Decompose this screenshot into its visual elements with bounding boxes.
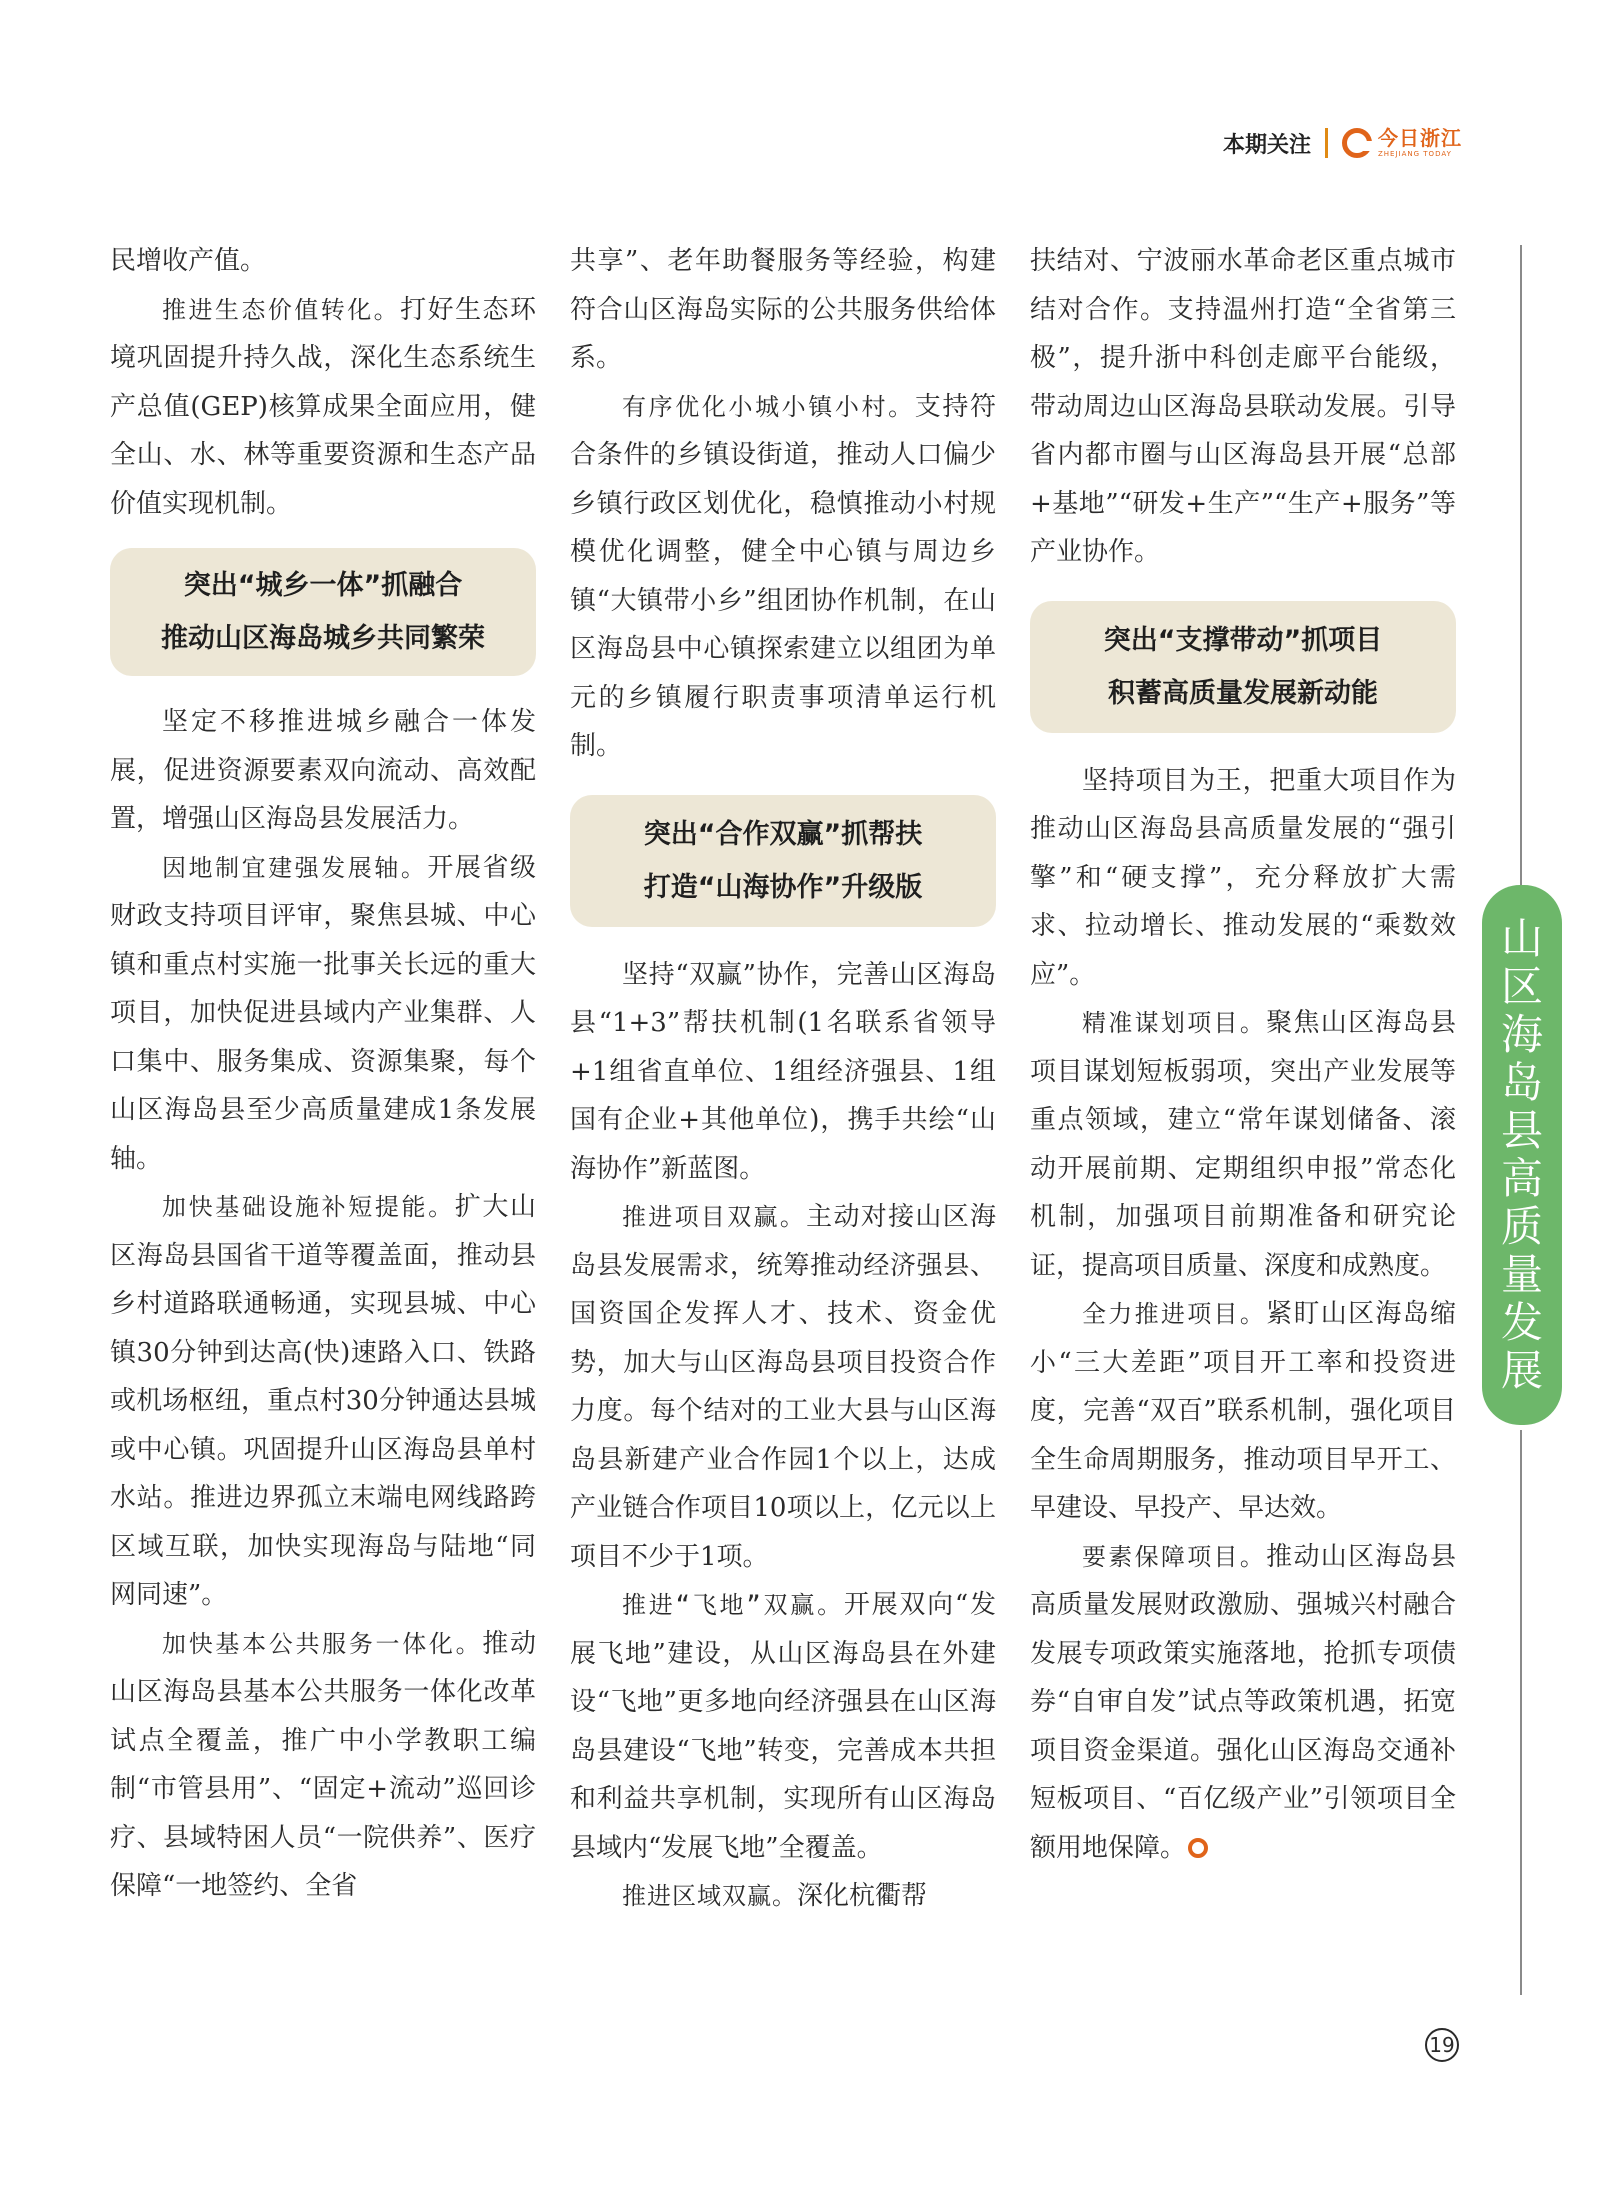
logo-mark-icon <box>1342 128 1372 158</box>
paragraph-lead: 要素保障项目。 <box>1082 1542 1267 1571</box>
paragraph-lead: 全力推进项目。 <box>1082 1300 1267 1328</box>
paragraph: 共享”、老年助餐服务等经验，构建符合山区海岛实际的公共服务供给体系。 <box>570 246 996 373</box>
logo-name-en: ZHEJIANG TODAY <box>1378 150 1452 158</box>
heading-line-1: 突出“合作双赢”抓帮扶 <box>643 818 923 850</box>
paragraph <box>110 844 536 1184</box>
paragraph <box>110 286 536 529</box>
paragraph-lead: 有序优化小城小镇小村。 <box>622 392 915 421</box>
tab-char: 高 <box>1500 1154 1543 1203</box>
column-1 <box>110 237 536 1911</box>
paragraph-lead: 推进生态价值转化。 <box>162 295 401 324</box>
paragraph-text: 扩大山区海岛县国省干道等覆盖面，推动县乡村道路联通畅通，实现县城、中心镇30分钟到达高(快)速路入口、铁路或机场枢纽，重点村30分钟通达县城或中心镇。巩固提升山区海岛县单村水站。推进边界孤立末端电网线路跨区域互联，加快实现海岛与陆地“同网同速”。 <box>110 1192 536 1610</box>
paragraph-lead: 推进项目双赢。 <box>622 1203 807 1231</box>
tab-char: 岛 <box>1500 1058 1543 1107</box>
magazine-logo <box>1342 128 1462 158</box>
paragraph: 坚定不移推进城乡融合一体发展，促进资源要素双向流动、高效配置，增强山区海岛县发展活力。 <box>110 707 536 834</box>
page-header <box>1223 118 1462 168</box>
paragraph-lead: 精准谋划项目。 <box>1082 1009 1267 1037</box>
paragraph-text: 推动山区海岛县基本公共服务一体化改革试点全覆盖，推广中小学教职工编制“市管县用”、“固定+流动”巡回诊疗、县域特困人员“一院供养”、医疗保障“一地签约、全省 <box>110 1628 536 1901</box>
section-heading-box <box>570 795 996 927</box>
side-rule-bottom <box>1520 1430 1522 1995</box>
vertical-section-tab <box>1482 885 1562 1425</box>
paragraph <box>570 383 996 771</box>
paragraph-text: 开展省级财政支持项目评审，聚焦县城、中心镇和重点村实施一批事关长远的重大项目，加快促进县域内产业集群、人口集中、服务集成、资源集聚，每个山区海岛县至少高质量建成1条发展轴。 <box>110 852 536 1174</box>
section-heading-box <box>110 548 536 676</box>
paragraph-text: 推动山区海岛县高质量发展财政激励、强城兴村融合发展专项政策实施落地，抢抓专项债券“自审自发”试点等政策机遇，拓宽项目资金渠道。强化山区海岛交通补短板项目、“百亿级产业”引领项目全额用地保障。 <box>1030 1541 1456 1863</box>
side-rule-top <box>1520 245 1522 885</box>
paragraph-text: 开展双向“发展飞地”建设，从山区海岛县在外建设“飞地”更多地向经济强县在山区海岛县建设“飞地”转变，完善成本共担和利益共享机制，实现所有山区海岛县域内“发展飞地”全覆盖。 <box>570 1590 996 1863</box>
heading-line-2: 打造“山海协作”升级版 <box>643 871 923 903</box>
paragraph <box>570 1193 996 1581</box>
paragraph: 坚持“双赢”协作，完善山区海岛县“1+3”帮扶机制(1名联系省领导+1组省直单位、1组经济强县、1组国有企业+其他单位)，携手共绘“山海协作”新蓝图。 <box>570 959 996 1184</box>
tab-char: 区 <box>1500 962 1543 1011</box>
paragraph-lead: 加快基础设施补短提能。 <box>162 1193 455 1221</box>
paragraph-text: 主动对接山区海岛县发展需求，统筹推动经济强县、国资国企发挥人才、技术、资金优势，加大与山区海岛县项目投资合作力度。每个结对的工业大县与山区海岛县新建产业合作园1个以上，达成产业链合作项目10项以上，亿元以上项目不少于1项。 <box>570 1202 996 1572</box>
column-2 <box>570 237 996 1921</box>
logo-name-cn: 今日浙江 <box>1378 126 1462 150</box>
tab-char: 发 <box>1500 1298 1543 1347</box>
header-divider <box>1325 128 1328 158</box>
tab-char: 海 <box>1500 1010 1543 1059</box>
paragraph: 民增收产值。 <box>110 246 267 276</box>
tab-char: 山 <box>1500 914 1543 963</box>
paragraph-text: 支持符合条件的乡镇设街道，推动人口偏少乡镇行政区划优化，稳慎推动小村规模优化调整，健全中心镇与周边乡镇“大镇带小乡”组团协作机制，在山区海岛县中心镇探索建立以组团为单元的乡镇履行职责事项清单运行机制。 <box>570 391 996 761</box>
paragraph-lead: 推进区域双赢。 <box>622 1882 797 1910</box>
paragraph-lead: 加快基本公共服务一体化。 <box>162 1629 483 1658</box>
heading-line-1: 突出“支撑带动”抓项目 <box>1103 624 1383 656</box>
paragraph <box>110 1183 536 1620</box>
paragraph <box>1030 1533 1456 1873</box>
paragraph <box>1030 999 1456 1290</box>
heading-line-2: 推动山区海岛城乡共同繁荣 <box>161 623 485 654</box>
paragraph-text: 聚焦山区海岛县项目谋划短板弱项，突出产业发展等重点领域，建立“常年谋划储备、滚动开展前期、定期组织申报”常态化机制，加强项目前期准备和研究论证，提高项目质量、深度和成熟度。 <box>1030 1008 1456 1281</box>
paragraph <box>110 1620 536 1911</box>
heading-line-1: 突出“城乡一体”抓融合 <box>183 570 463 601</box>
end-mark-icon <box>1188 1838 1208 1858</box>
paragraph-text: 打好生态环境巩固提升持久战，深化生态系统生产总值(GEP)核算成果全面应用，健全山、水、林等重要资源和生态产品价值实现机制。 <box>110 294 536 519</box>
tab-char: 县 <box>1500 1106 1543 1155</box>
heading-line-2: 积蓄高质量发展新动能 <box>1108 677 1378 709</box>
tab-char: 展 <box>1500 1346 1543 1395</box>
paragraph-lead: 推进“飞地”双赢。 <box>622 1591 844 1619</box>
page-number: 19 <box>1425 2028 1459 2062</box>
tab-char: 量 <box>1500 1250 1543 1299</box>
column-3 <box>1030 237 1456 1872</box>
section-heading-box <box>1030 601 1456 733</box>
paragraph <box>1030 1290 1456 1533</box>
paragraph-text: 紧盯山区海岛缩小“三大差距”项目开工率和投资进度，完善“双百”联系机制，强化项目全生命周期服务，推动项目早开工、早建设、早投产、早达效。 <box>1030 1299 1456 1523</box>
tab-char: 质 <box>1500 1202 1543 1251</box>
section-label: 本期关注 <box>1222 132 1311 158</box>
paragraph <box>570 1581 996 1872</box>
paragraph <box>570 1872 996 1921</box>
paragraph-lead: 因地制宜建强发展轴。 <box>162 853 428 882</box>
paragraph: 坚持项目为王，把重大项目作为推动山区海岛县高质量发展的“强引擎”和“硬支撑”，充分释放扩大需求、拉动增长、推动发展的“乘数效应”。 <box>1030 765 1456 990</box>
paragraph-text: 深化杭衢帮 <box>797 1881 928 1911</box>
paragraph: 扶结对、宁波丽水革命老区重点城市结对合作。支持温州打造“全省第三极”，提升浙中科创走廊平台能级，带动周边山区海岛县联动发展。引导省内都市圈与山区海岛县开展“总部+基地”“研发+生产”“生产+服务”等产业协作。 <box>1030 246 1456 567</box>
